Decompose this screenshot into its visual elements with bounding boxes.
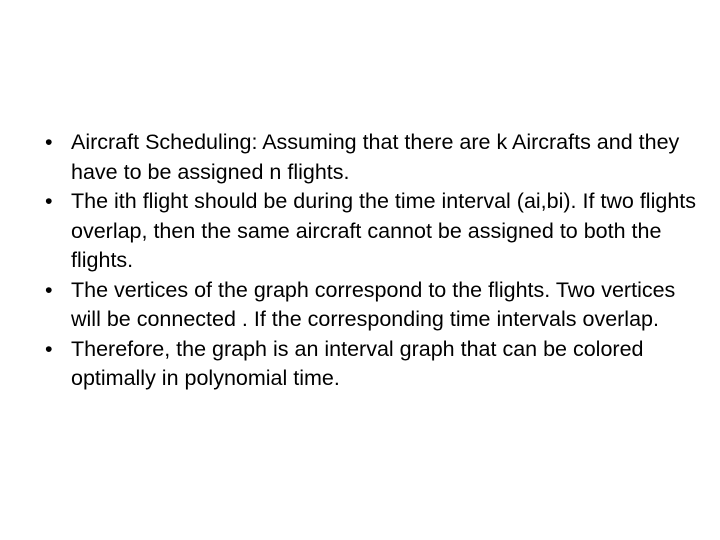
bullet-icon: • [45, 336, 53, 361]
bullet-item [45, 276, 700, 335]
bullet-text: Aircraft Scheduling: Assuming that there are k Aircrafts and they have to be assigned n flights. [71, 130, 680, 184]
bullet-text: The vertices of the graph correspond to the flights. Two vertices will be connected . If the corresponding time intervals overlap. [71, 277, 676, 331]
bullet-text: Therefore, the graph is an interval graph that can be colored optimally in polynomial time. [71, 336, 644, 390]
bullet-item [45, 335, 700, 394]
bullet-icon: • [45, 277, 53, 302]
bullet-icon: • [45, 130, 53, 154]
bullet-list [45, 128, 700, 394]
bullet-text: The ith flight should be during the time interval (ai,bi). If two flights overlap, then the same aircraft cannot be assigned to both the flights. [71, 189, 697, 272]
bullet-icon: • [45, 189, 53, 213]
bullet-item [45, 187, 700, 276]
bullet-item [45, 128, 700, 187]
